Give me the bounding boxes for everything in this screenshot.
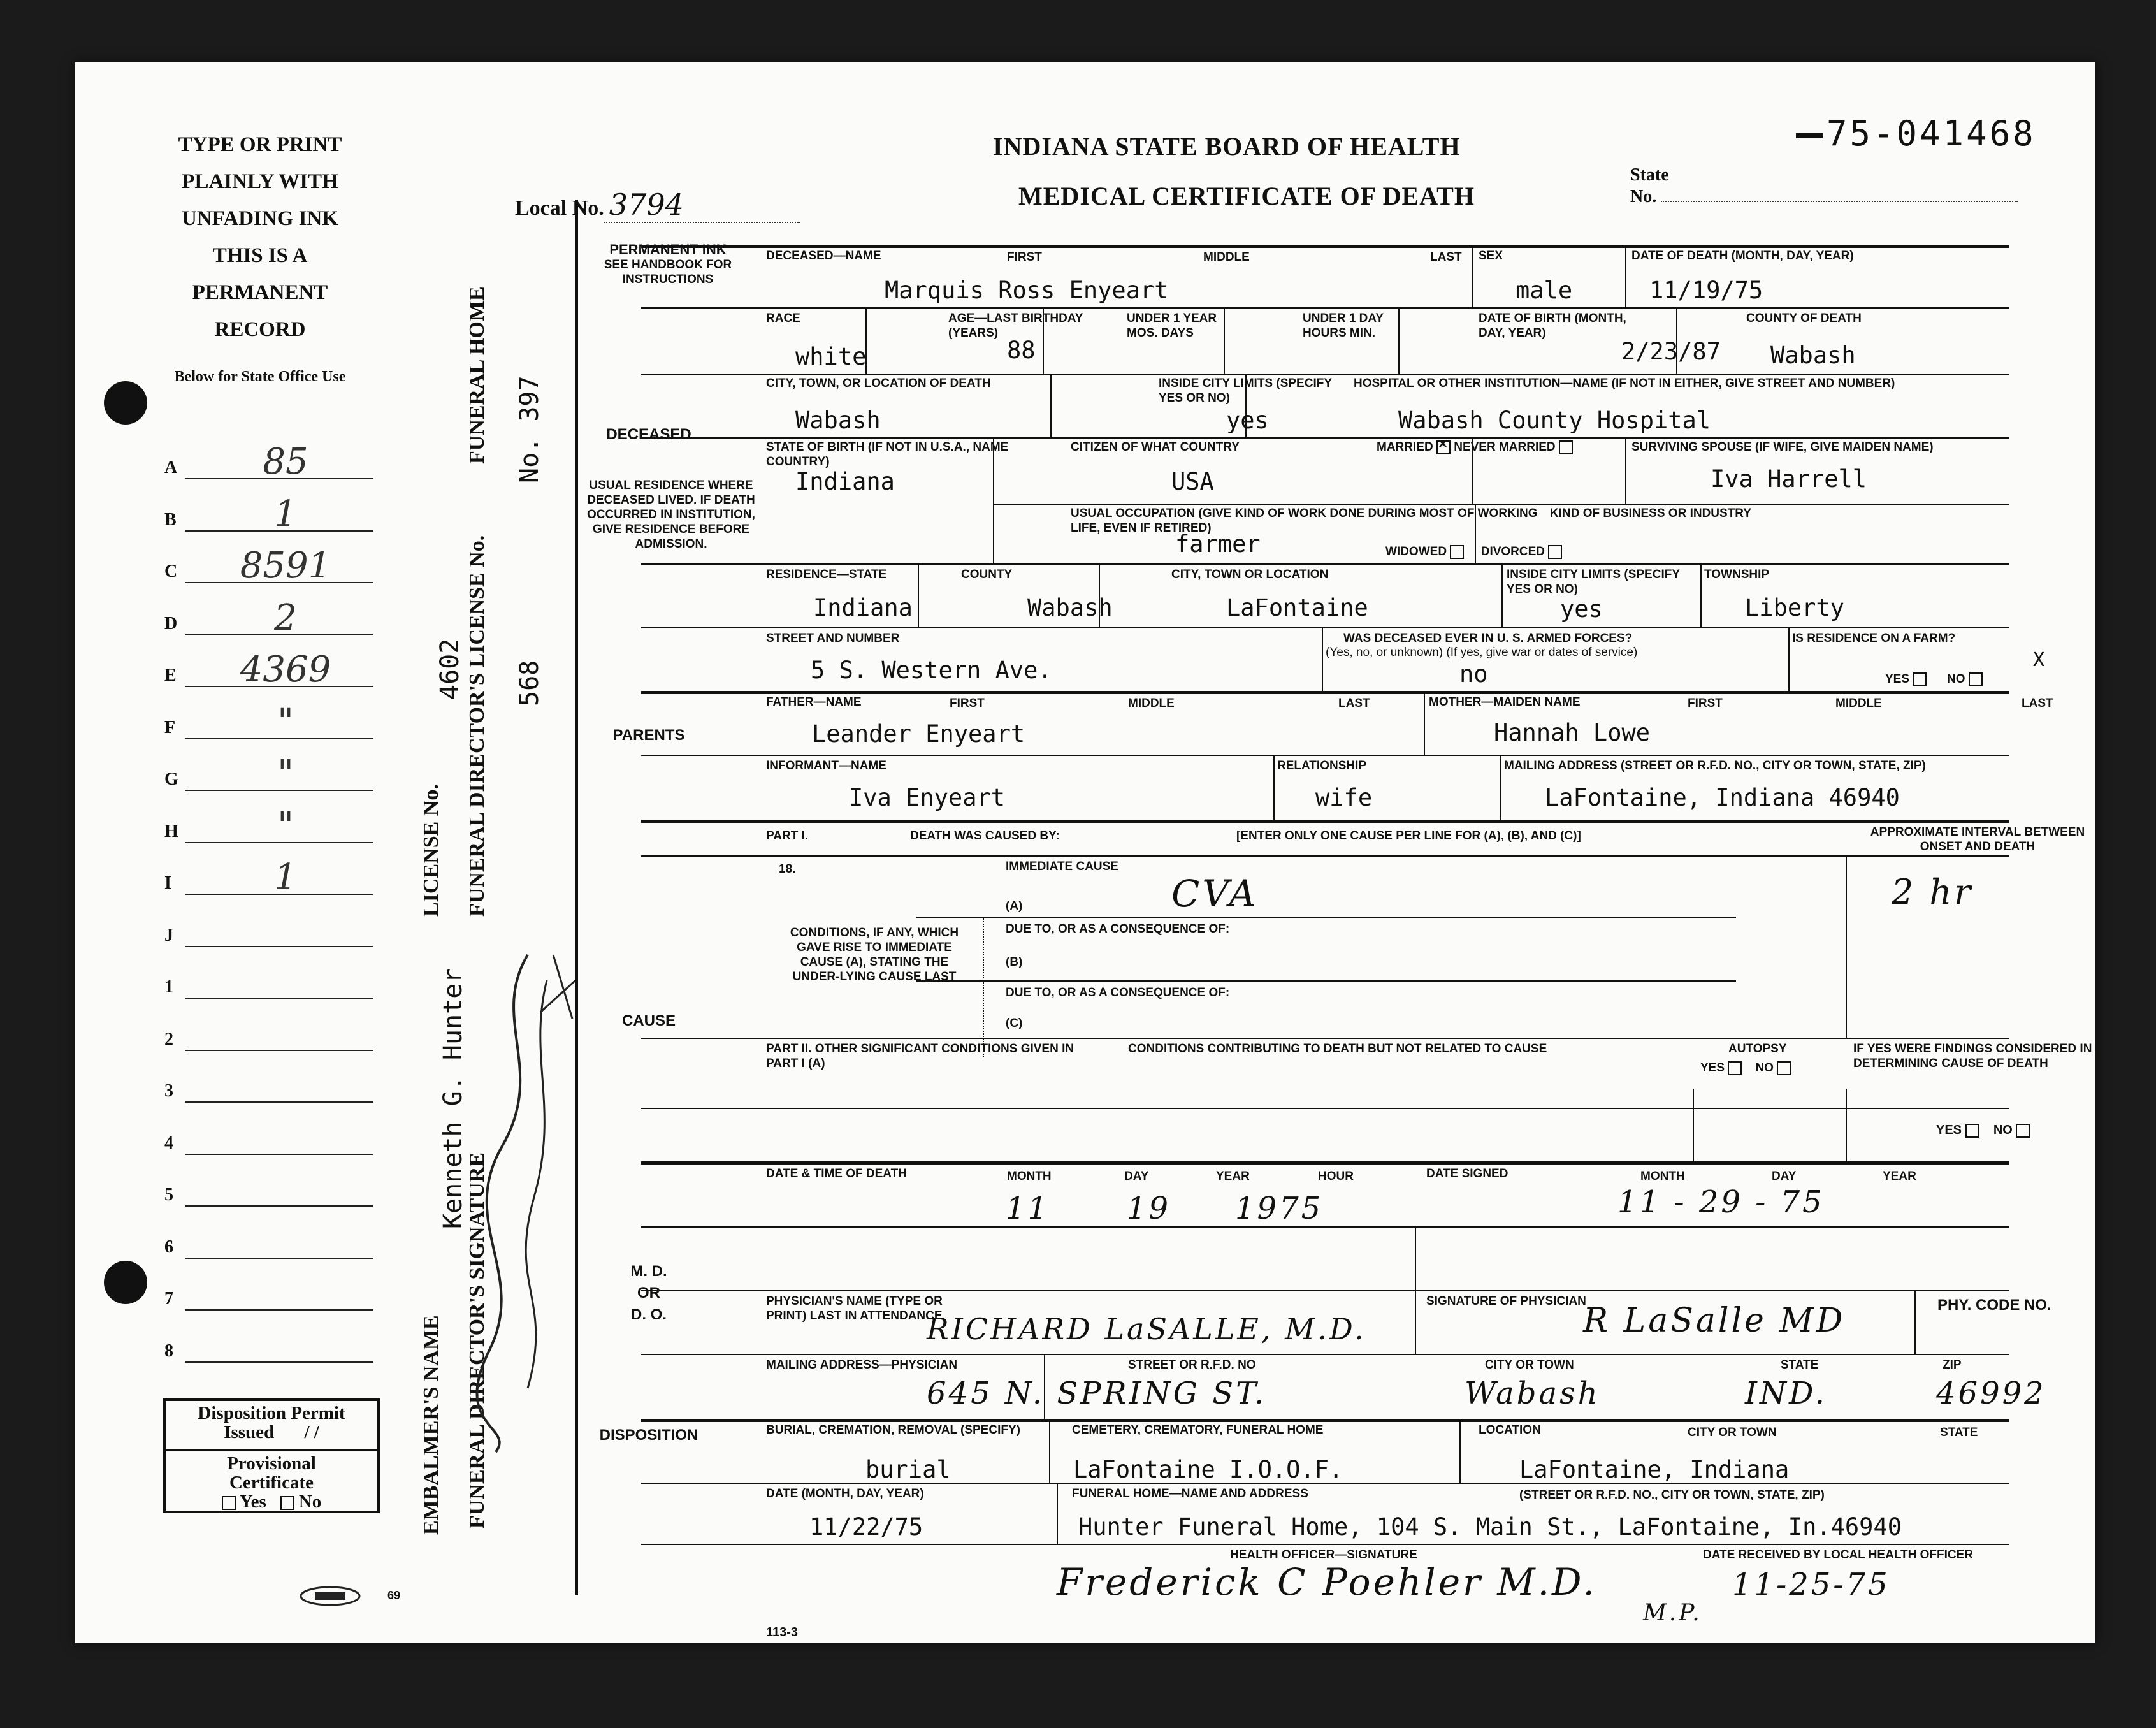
rule [641, 1038, 2009, 1039]
state-no: State No. [1630, 164, 2018, 208]
label-under-1-day: UNDER 1 DAY HOURS MIN. [1303, 312, 1384, 340]
never-married-checkbox[interactable] [1559, 440, 1573, 454]
label-findings: IF YES WERE FINDINGS CONSIDERED IN DETERMINING CAUSE OF DEATH [1853, 1042, 2092, 1070]
phys-state-value: IND. [1745, 1376, 1827, 1411]
label-deceased-name: DECEASED—NAME [766, 249, 881, 263]
label-race: RACE [766, 312, 800, 325]
label-mother-first: FIRST [1688, 697, 1723, 710]
provisional-label: Provisional [227, 1453, 316, 1474]
label-signed-year: YEAR [1883, 1170, 1916, 1183]
phys-street-value: 645 N. SPRING ST. [927, 1376, 1267, 1411]
md-do-line: OR [637, 1284, 660, 1302]
label-county-of-death: COUNTY OF DEATH [1746, 312, 1862, 325]
label-due-to-1: DUE TO, OR AS A CONSEQUENCE OF: [1006, 922, 1230, 936]
label-signed-month: MONTH [1640, 1170, 1685, 1183]
phys-city-value: Wabash [1465, 1376, 1600, 1411]
disposition-value: burial [865, 1456, 951, 1483]
label-inside-city: INSIDE CITY LIMITS (SPECIFY YES OR NO) [1159, 377, 1332, 405]
funeral-home-value: Hunter Funeral Home, 104 S. Main St., LaFontaine, In.46940 [1078, 1513, 1902, 1541]
divorced-checkbox[interactable] [1548, 545, 1562, 559]
label-armed-forces-sub: (Yes, no, or unknown) (If yes, give war or dates of service) [1326, 646, 1638, 659]
fd-license-no: 568 [515, 660, 544, 706]
label-a: (A) [1006, 899, 1023, 913]
label-farm: IS RESIDENCE ON A FARM? [1792, 632, 1956, 645]
label-date-time-death: DATE & TIME OF DEATH [766, 1167, 907, 1180]
label-c: (C) [1006, 1017, 1023, 1030]
instruction-line: UNFADING INK [182, 207, 338, 230]
local-no-value: 3794 [604, 187, 800, 223]
rule [1424, 691, 1425, 755]
inside-city-value: yes [1226, 407, 1269, 434]
disp-date-value: 11/22/75 [809, 1513, 923, 1541]
section-parents: PARENTS [612, 727, 685, 744]
rule [641, 563, 2009, 565]
occupation-value: farmer [1175, 530, 1261, 558]
rule [641, 437, 2009, 439]
label-physician-name: PHYSICIAN'S NAME (TYPE OR PRINT) LAST IN ATTENDANCE [766, 1295, 943, 1323]
instruction-line: TYPE OR PRINT [178, 133, 342, 156]
label-signature-physician: SIGNATURE OF PHYSICIAN [1426, 1295, 1586, 1308]
rule [1057, 1483, 1058, 1544]
state-code-value: " [277, 701, 294, 743]
label-residence-state: RESIDENCE—STATE [766, 568, 887, 581]
rule [1846, 855, 1847, 1038]
relationship-value: wife [1315, 784, 1373, 811]
label-father-middle: MIDDLE [1128, 697, 1175, 710]
state-code-label: 4 [164, 1133, 173, 1153]
instructions [164, 126, 356, 348]
label-middle: MIDDLE [1203, 250, 1250, 264]
no-checkbox[interactable] [280, 1496, 294, 1510]
no-label: No [298, 1492, 322, 1512]
label-surviving-spouse: SURVIVING SPOUSE (IF WIFE, GIVE MAIDEN NAME) [1631, 440, 1934, 454]
label-cemetery: CEMETERY, CREMATORY, FUNERAL HOME [1072, 1423, 1324, 1437]
sex-value: male [1516, 277, 1573, 304]
disposition-permit-title: Disposition Permit [198, 1403, 345, 1423]
rule [1459, 1419, 1461, 1483]
res-inside-value: yes [1560, 595, 1603, 623]
cemetery-value: LaFontaine I.O.O.F. [1073, 1456, 1343, 1483]
rule [641, 1226, 2009, 1228]
label-under-1-year: UNDER 1 YEAR MOS. DAYS [1127, 312, 1217, 340]
father-value: Leander Enyeart [812, 720, 1025, 748]
label-b: (B) [1006, 955, 1023, 969]
rule [1050, 374, 1052, 437]
autopsy-choices: YES NO [1700, 1061, 1791, 1075]
farm-yes-checkbox[interactable] [1913, 672, 1927, 686]
label-immediate-cause: IMMEDIATE CAUSE [1006, 860, 1118, 873]
label-married: MARRIED × NEVER MARRIED [1377, 440, 1573, 454]
state-code-label: A [164, 458, 178, 477]
farm-mark: X [2033, 649, 2045, 671]
state-code-value: 4369 [240, 649, 331, 690]
rule [1625, 437, 1626, 504]
label-age: AGE—LAST BIRTHDAY (YEARS) [948, 312, 1083, 340]
res-city-value: LaFontaine [1226, 594, 1368, 621]
rule [641, 1544, 2009, 1545]
autopsy-yes-checkbox[interactable] [1728, 1061, 1742, 1075]
disposition-permit-box [163, 1398, 380, 1513]
rule [641, 820, 2009, 823]
date-of-death-value: 11/19/75 [1649, 277, 1763, 304]
state-code-line [185, 998, 373, 999]
label-street-number: STREET AND NUMBER [766, 632, 900, 645]
label-city-of-death: CITY, TOWN, OR LOCATION OF DEATH [766, 377, 991, 390]
label-death-caused-by: DEATH WAS CAUSED BY: [910, 829, 1060, 843]
state-code-value: 2 [274, 597, 297, 639]
issued-label: Issued [224, 1422, 275, 1442]
rule [1914, 1290, 1916, 1354]
item-18: 18. [779, 862, 796, 876]
received-suffix: M.P. [1643, 1600, 1702, 1626]
state-code-label: 6 [164, 1237, 173, 1257]
rule [641, 755, 2009, 756]
label-part2-b: CONDITIONS CONTRIBUTING TO DEATH BUT NOT RELATED TO CAUSE [1128, 1042, 1547, 1056]
rule [1501, 563, 1503, 627]
informant-address-value: LaFontaine, Indiana 46940 [1545, 784, 1900, 811]
state-code-line [185, 1205, 373, 1207]
label-mailing-physician: MAILING ADDRESS—PHYSICIAN [766, 1358, 958, 1372]
label-street-rfd: STREET OR R.F.D. NO [1128, 1358, 1256, 1372]
label-street-city-state-zip: (STREET OR R.F.D. NO., CITY OR TOWN, STATE, ZIP) [1519, 1488, 1825, 1502]
mother-value: Hannah Lowe [1494, 719, 1651, 746]
autopsy-no-checkbox[interactable] [1777, 1061, 1791, 1075]
label-hospital: HOSPITAL OR OTHER INSTITUTION—NAME (IF NOT IN EITHER, GIVE STREET AND NUMBER) [1354, 377, 1895, 390]
race-value: white [795, 343, 867, 370]
state-code-value: " [277, 804, 294, 846]
label-inside-city-2: INSIDE CITY LIMITS (SPECIFY YES OR NO) [1507, 568, 1680, 596]
rule [641, 1354, 2009, 1355]
license-no-label: LICENSE No. [419, 784, 443, 917]
findings-no-checkbox[interactable] [2016, 1124, 2030, 1138]
rule [1625, 245, 1626, 307]
state-code-value: 8591 [240, 545, 331, 586]
death-day-value: 19 [1127, 1191, 1171, 1226]
physician-signature: R LaSalle MD [1583, 1302, 1846, 1340]
label-father-last: LAST [1338, 697, 1370, 710]
state-code-line [185, 1154, 373, 1155]
state-code-label: 3 [164, 1081, 173, 1101]
rule [641, 1290, 2009, 1291]
physician-value: RICHARD LaSALLE, M.D. [927, 1312, 1366, 1346]
label-signed-day: DAY [1772, 1170, 1797, 1183]
rule [1224, 307, 1225, 374]
state-office-use-label: Below for State Office Use [174, 368, 346, 385]
rule [1415, 1226, 1416, 1290]
label-date-mdy: DATE (MONTH, DAY, YEAR) [766, 1487, 924, 1500]
border [575, 200, 578, 1595]
label-month: MONTH [1007, 1170, 1052, 1183]
label-state: STATE [1781, 1358, 1819, 1372]
label-first: FIRST [1007, 250, 1042, 264]
state-of-birth-value: Indiana [795, 468, 895, 495]
phys-zip-value: 46992 [1936, 1376, 2046, 1411]
label-date-received: DATE RECEIVED BY LOCAL HEALTH OFFICER [1703, 1548, 1974, 1562]
state-code-label: H [164, 821, 178, 841]
label-mother-last: LAST [2022, 697, 2053, 710]
instruction-line: PLAINLY WITH [182, 170, 338, 193]
embalmer-name-label: EMBALMER'S NAME [419, 1315, 443, 1535]
armed-forces-value: no [1459, 660, 1488, 688]
state-code-line [185, 946, 373, 947]
certificate-label: Certificate [229, 1472, 314, 1493]
death-year-value: 1975 [1235, 1191, 1324, 1226]
issued-value: / / [304, 1422, 319, 1442]
fd-signature-label: FUNERAL DIRECTOR'S SIGNATURE [465, 1152, 489, 1528]
label-disp-city: CITY OR TOWN [1688, 1426, 1777, 1439]
label-due-to-2: DUE TO, OR AS A CONSEQUENCE OF: [1006, 986, 1230, 999]
state-code-value: 1 [274, 857, 297, 898]
rule [918, 563, 919, 627]
rule [1846, 1089, 1847, 1161]
punch-hole [104, 381, 147, 425]
label-kind-of-business: KIND OF BUSINESS OR INDUSTRY [1550, 507, 1751, 520]
board-title: INDIANA STATE BOARD OF HEALTH [993, 132, 1461, 161]
rule [1049, 1419, 1050, 1483]
embalmer-name: Kenneth G. Hunter [438, 968, 468, 1229]
farm-choices: YES NO [1885, 672, 1983, 686]
rule [1693, 1089, 1694, 1161]
instruction-line: THIS IS A [212, 244, 308, 267]
rule [641, 1419, 2009, 1422]
label-date-of-death: DATE OF DEATH (MONTH, DAY, YEAR) [1631, 249, 1854, 263]
union-number: 69 [387, 1589, 401, 1602]
rule [1322, 627, 1323, 691]
state-code-line [185, 1101, 373, 1103]
label-mother: MOTHER—MAIDEN NAME [1429, 695, 1581, 709]
fd-license-label: FUNERAL DIRECTOR'S LICENSE No. [465, 535, 489, 917]
rule [1472, 245, 1473, 307]
punch-hole [104, 1261, 147, 1304]
label-township: TOWNSHIP [1704, 568, 1770, 581]
label-citizen: CITIZEN OF WHAT COUNTRY [1071, 440, 1240, 454]
state-code-label: 7 [164, 1289, 173, 1309]
label-part2: PART II. OTHER SIGNIFICANT CONDITIONS GIVEN IN PART I (A) [766, 1042, 1074, 1070]
instruction-line: RECORD [214, 318, 306, 341]
form-number: 113-3 [766, 1625, 799, 1639]
state-code-label: F [164, 717, 176, 737]
res-state-value: Indiana [813, 594, 913, 621]
section-cause: CAUSE [621, 1012, 676, 1029]
findings-choices: YES NO [1936, 1123, 2030, 1138]
section-md-do [553, 1261, 744, 1326]
interval-value: 2 hr [1892, 872, 1974, 912]
rule [916, 917, 1736, 918]
state-code-value: 85 [263, 441, 308, 483]
informant-value: Iva Enyeart [849, 784, 1006, 811]
label-last: LAST [1430, 250, 1462, 264]
label-health-officer: HEALTH OFFICER—SIGNATURE [1230, 1548, 1417, 1562]
label-father-first: FIRST [950, 697, 985, 710]
label-location: LOCATION [1479, 1423, 1541, 1437]
rule [1398, 307, 1400, 374]
usual-residence-note: USUAL RESIDENCE WHERE DECEASED LIVED. IF DEATH OCCURRED IN INSTITUTION, GIVE RESIDENCE BEFORE ADMISSION. [587, 479, 755, 551]
dob-value: 2/23/87 [1621, 338, 1721, 365]
state-code-line [185, 1309, 373, 1311]
funeral-home-no: No. 397 [515, 375, 544, 483]
state-code-label: C [164, 562, 178, 581]
label-hour: HOUR [1318, 1170, 1354, 1183]
label-phy-code: PHY. CODE NO. [1937, 1296, 2051, 1314]
spouse-value: Iva Harrell [1711, 465, 1867, 493]
rule [641, 691, 2009, 694]
label-relationship: RELATIONSHIP [1277, 759, 1367, 773]
rule [641, 855, 2009, 857]
township-value: Liberty [1745, 594, 1844, 621]
section-deceased: DECEASED [606, 426, 691, 443]
state-code-label: B [164, 509, 177, 530]
city-of-death-value: Wabash [795, 407, 881, 434]
label-zip: ZIP [1943, 1358, 1962, 1372]
death-month-value: 11 [1006, 1191, 1050, 1226]
rule [916, 980, 1736, 982]
label-widowed: WIDOWED DIVORCED [1385, 544, 1562, 559]
label-year: YEAR [1216, 1170, 1250, 1183]
rule [641, 1108, 2009, 1109]
handbook-note: SEE HANDBOOK FOR INSTRUCTIONS [604, 258, 732, 286]
local-no: Local No. 3794 [515, 187, 800, 223]
death-certificate [75, 62, 2095, 1643]
union-label-icon [298, 1583, 381, 1609]
state-code-label: 2 [164, 1029, 173, 1049]
street-value: 5 S. Western Ave. [811, 657, 1052, 684]
section-disposition: DISPOSITION [599, 1427, 698, 1444]
label-approx-interval: APPROXIMATE INTERVAL BETWEEN ONSET AND DEATH [1870, 825, 2085, 853]
rule [993, 504, 2009, 505]
rule [641, 374, 2009, 375]
state-code-label: 5 [164, 1185, 173, 1205]
label-city-or-town: CITY OR TOWN [1485, 1358, 1574, 1372]
state-code-label: 8 [164, 1340, 173, 1361]
state-code-label: D [164, 613, 178, 634]
citizen-value: USA [1171, 468, 1214, 495]
state-code-value: 1 [274, 493, 297, 535]
label-disp-state: STATE [1940, 1426, 1978, 1439]
rule [983, 917, 984, 1057]
findings-yes-checkbox[interactable] [1965, 1124, 1979, 1138]
rule [1273, 755, 1275, 820]
label-part1: PART I. [766, 829, 809, 843]
hospital-value: Wabash County Hospital [1398, 407, 1711, 434]
widowed-checkbox[interactable] [1450, 545, 1464, 559]
label-autopsy: AUTOPSY [1728, 1042, 1787, 1056]
age-value: 88 [1007, 337, 1036, 364]
permanent-ink: PERMANENT INK [609, 242, 727, 258]
md-do-line: D. O. [630, 1306, 667, 1323]
location-value: LaFontaine, Indiana [1519, 1456, 1790, 1483]
rule [641, 1161, 2009, 1165]
yes-label: Yes [239, 1492, 266, 1512]
state-code-value: " [277, 753, 294, 794]
label-conditions: CONDITIONS, IF ANY, WHICH GAVE RISE TO IMMEDIATE CAUSE (A), STATING THE UNDER-LYING CAUSE LAST [790, 926, 959, 984]
label-city-town-location: CITY, TOWN OR LOCATION [1171, 568, 1329, 581]
label-funeral-home-name: FUNERAL HOME—NAME AND ADDRESS [1072, 1487, 1308, 1500]
rule [1788, 627, 1790, 691]
instruction-line: PERMANENT [192, 281, 328, 304]
label-usual-occupation: USUAL OCCUPATION (GIVE KIND OF WORK DONE DURING MOST OF WORKING LIFE, EVEN IF RETIRED) [1071, 507, 1538, 535]
state-code-label: J [164, 925, 173, 945]
label-father: FATHER—NAME [766, 695, 862, 709]
rule [1500, 755, 1501, 820]
county-of-death-value: Wabash [1770, 342, 1856, 369]
label-county: COUNTY [961, 568, 1013, 581]
label-dob: DATE OF BIRTH (MONTH, DAY, YEAR) [1479, 312, 1626, 340]
health-officer-signature: Frederick C Poehler M.D. [1057, 1560, 1597, 1604]
deceased-name: Marquis Ross Enyeart [885, 277, 1169, 304]
label-day: DAY [1124, 1170, 1149, 1183]
state-code-line [185, 1050, 373, 1051]
immediate-cause-value: CVA [1171, 872, 1259, 915]
state-code-label: E [164, 665, 177, 685]
received-date-value: 11-25-75 [1732, 1567, 1890, 1602]
label-burial: BURIAL, CREMATION, REMOVAL (SPECIFY) [766, 1423, 1020, 1437]
rule [1415, 1290, 1416, 1354]
signed-date-value: 11 - 29 - 75 [1617, 1184, 1825, 1220]
label-armed-forces: WAS DECEASED EVER IN U. S. ARMED FORCES? [1343, 632, 1633, 645]
rule [641, 245, 2009, 248]
label-sex: SEX [1479, 249, 1503, 263]
label-mother-middle: MIDDLE [1835, 697, 1882, 710]
state-code-line [185, 1258, 373, 1259]
rule [1700, 563, 1702, 627]
label-state-of-birth: STATE OF BIRTH (IF NOT IN U.S.A., NAME COUNTRY) [766, 440, 1009, 468]
serial-number: 75-041468 [1796, 113, 2036, 154]
label-enter-one-cause: [ENTER ONLY ONE CAUSE PER LINE FOR (A), (B), AND (C)] [1236, 829, 1581, 843]
rule [641, 307, 2009, 309]
state-code-label: 1 [164, 977, 173, 997]
yes-checkbox[interactable] [222, 1496, 236, 1510]
md-do-line: M. D. [630, 1263, 667, 1280]
funeral-home-label: FUNERAL HOME [465, 286, 489, 464]
certificate-title: MEDICAL CERTIFICATE OF DEATH [1018, 182, 1475, 210]
res-county-value: Wabash [1027, 594, 1113, 621]
license-no: 4602 [435, 638, 465, 700]
label-mailing-address: MAILING ADDRESS (STREET OR R.F.D. NO., CITY OR TOWN, STATE, ZIP) [1504, 759, 1926, 773]
label-informant: INFORMANT—NAME [766, 759, 886, 773]
state-code-label: I [164, 873, 171, 893]
state-code-label: G [164, 769, 178, 789]
label-date-signed: DATE SIGNED [1426, 1167, 1508, 1180]
state-code-line [185, 1361, 373, 1363]
rule [641, 627, 2009, 628]
married-checkbox[interactable] [1436, 440, 1451, 454]
farm-no-checkbox[interactable] [1969, 672, 1983, 686]
